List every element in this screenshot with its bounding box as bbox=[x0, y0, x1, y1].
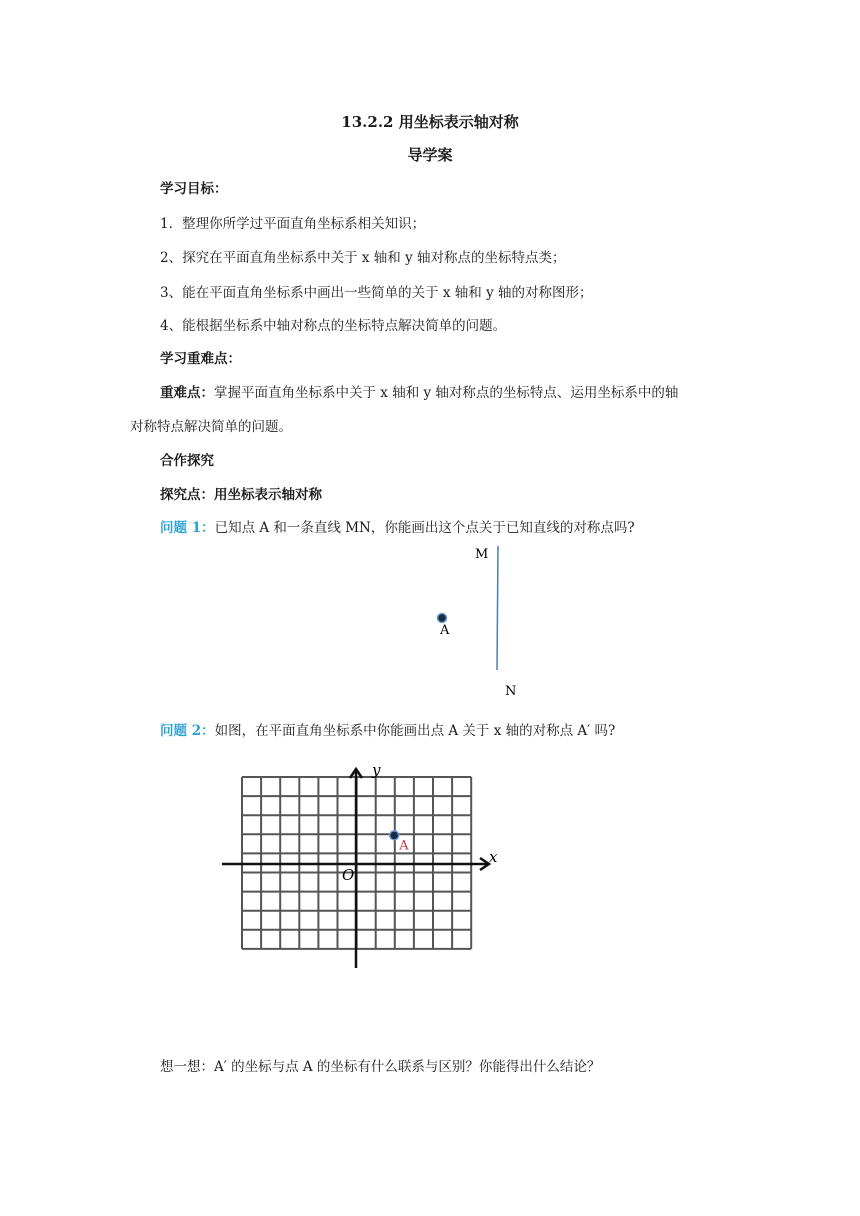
goal-item: 1．整理你所学过平面直角坐标系相关知识； bbox=[160, 216, 426, 232]
label-y-axis: y bbox=[372, 761, 381, 779]
document-subtitle: 导学案 bbox=[407, 146, 453, 164]
figure-1-line-mn bbox=[438, 546, 517, 699]
goal-item: 3、能在平面直角坐标系中画出一些简单的关于 x 轴和 y 轴的对称图形； bbox=[160, 285, 593, 301]
key-points-text: 掌握平面直角坐标系中关于 x 轴和 y 轴对称点的坐标特点、运用坐标系中的轴 bbox=[214, 385, 679, 401]
point-a bbox=[438, 614, 447, 623]
label-a-grid: A bbox=[399, 838, 409, 854]
explore-heading: 探究点：用坐标表示轴对称 bbox=[160, 487, 322, 503]
question-1-label: 问题 1： bbox=[160, 520, 215, 536]
goal-item: 4、能根据坐标系中轴对称点的坐标特点解决简单的问题。 bbox=[160, 318, 507, 334]
key-points-heading: 学习重难点： bbox=[160, 351, 241, 367]
figure-2-axes bbox=[222, 761, 498, 968]
label-x-axis: x bbox=[489, 848, 498, 866]
key-points-line-2: 对称特点解决简单的问题。 bbox=[130, 419, 292, 435]
question-2-text: 如图，在平面直角坐标系中你能画出点 A 关于 x 轴的对称点 A′ 吗? bbox=[214, 723, 616, 739]
question-2-label: 问题 2： bbox=[160, 723, 215, 739]
key-points-label: 重难点： bbox=[160, 385, 214, 401]
think-prompt: 想一想：A′ 的坐标与点 A 的坐标有什么联系与区别？你能得出什么结论？ bbox=[160, 1059, 601, 1075]
question-2 bbox=[160, 722, 615, 740]
label-a: A bbox=[440, 623, 450, 638]
label-m: M bbox=[475, 547, 489, 562]
label-origin: O bbox=[342, 866, 355, 884]
label-n: N bbox=[505, 684, 517, 699]
goals-heading: 学习目标： bbox=[160, 181, 228, 197]
goal-item: 2、探究在平面直角坐标系中关于 x 轴和 y 轴对称点的坐标特点类； bbox=[160, 250, 566, 266]
question-1-text: 已知点 A 和一条直线 MN，你能画出这个点关于已知直线的对称点吗? bbox=[214, 520, 635, 536]
document-title: 13.2.2 用坐标表示轴对称 bbox=[341, 113, 519, 131]
point-a-grid bbox=[390, 831, 399, 840]
cooperation-heading: 合作探究 bbox=[160, 453, 214, 469]
